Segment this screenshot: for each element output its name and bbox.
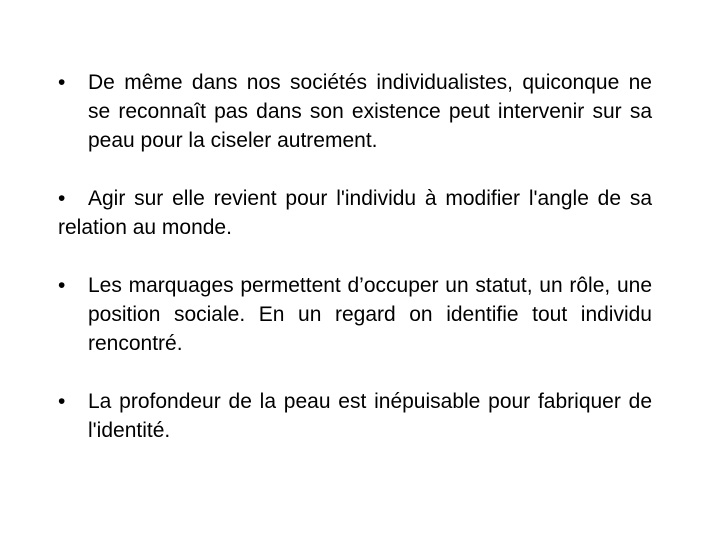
bullet-marker: •: [58, 71, 66, 94]
bullet-marker: •: [58, 187, 66, 210]
bullet-list: [58, 68, 652, 445]
bullet-text: Agir sur elle revient pour l'individu à modifier l'angle de sa relation au monde.: [58, 187, 652, 239]
bullet-text: Les marquages permettent d’occuper un statut, un rôle, une position sociale. En un regard on identifie tout individu rencontré.: [88, 274, 652, 355]
bullet-item: [58, 68, 652, 155]
bullet-text: La profondeur de la peau est inépuisable pour fabriquer de l'identité.: [88, 390, 652, 442]
bullet-marker: •: [58, 390, 66, 413]
bullet-item: [58, 271, 652, 358]
bullet-text: De même dans nos sociétés individualistes, quiconque ne se reconnaît pas dans son existence peut intervenir sur sa peau pour la ciseler autrement.: [88, 71, 652, 152]
bullet-item: [58, 387, 652, 445]
bullet-item: [58, 184, 652, 242]
bullet-marker: •: [58, 274, 66, 297]
